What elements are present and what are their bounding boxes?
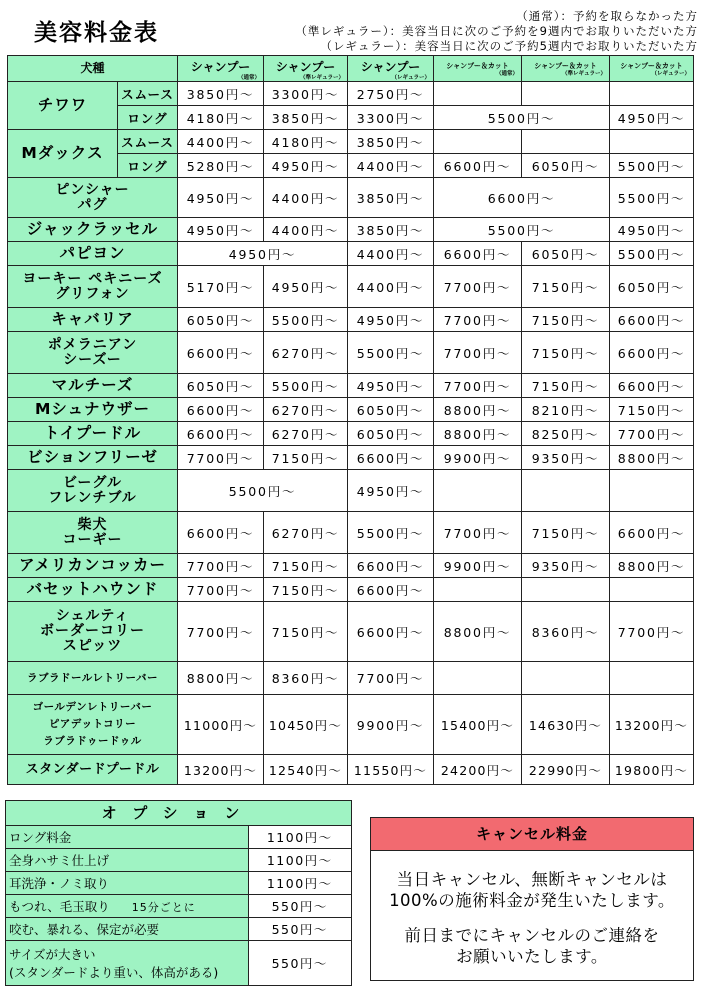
price-cell (522, 470, 610, 512)
price-cell: 7700円～ (178, 554, 264, 578)
price-cell (610, 130, 694, 154)
price-cell: 24200円～ (434, 755, 522, 785)
coat-type: スムース (118, 130, 178, 154)
option-label: 咬む、暴れる、保定が必要 (6, 918, 248, 941)
header-shampoo-normal: シャンプー （通常） (178, 56, 264, 82)
price-cell: 7700円～ (434, 308, 522, 332)
price-cell: 4400円～ (348, 154, 434, 178)
price-cell: 4950円～ (178, 218, 264, 242)
price-cell: 5280円～ (178, 154, 264, 178)
price-cell: 4950円～ (348, 470, 434, 512)
price-cell (522, 82, 610, 106)
price-cell: 5500円～ (610, 154, 694, 178)
breed-name: ピンシャー パグ (8, 178, 178, 218)
price-cell (434, 662, 522, 695)
price-cell: 22990円～ (522, 755, 610, 785)
price-cell: 11550円～ (348, 755, 434, 785)
price-cell: 4950円～ (178, 178, 264, 218)
price-cell: 6600円～ (178, 332, 264, 374)
price-cell: 3850円～ (264, 106, 348, 130)
price-cell: 6050円～ (522, 154, 610, 178)
price-cell: 4950円～ (264, 266, 348, 308)
breed-name: Mダックス (8, 130, 118, 178)
price-cell: 4400円～ (264, 218, 348, 242)
price-cell: 5500円～ (178, 470, 348, 512)
price-cell: 5500円～ (348, 332, 434, 374)
price-cell: 4180円～ (178, 106, 264, 130)
option-price: 550円～ (248, 895, 351, 918)
price-cell: 6050円～ (522, 242, 610, 266)
price-cell: 9900円～ (434, 554, 522, 578)
price-cell (522, 662, 610, 695)
price-cell: 8250円～ (522, 422, 610, 446)
note-semi-regular: （準レギュラー）：美容当日に次のご予約を9週内でお取りいただいた方 (295, 24, 698, 38)
price-cell: 13200円～ (178, 755, 264, 785)
price-cell: 6270円～ (264, 422, 348, 446)
breed-name: チワワ (8, 82, 118, 130)
options-box (5, 800, 352, 986)
price-cell (610, 662, 694, 695)
price-cell: 3300円～ (264, 82, 348, 106)
price-cell: 5500円～ (348, 512, 434, 554)
price-cell: 7150円～ (522, 512, 610, 554)
header-shampoo-semi: シャンプー （準レギュラー） (264, 56, 348, 82)
price-cell: 8800円～ (610, 446, 694, 470)
price-cell: 6600円～ (348, 446, 434, 470)
price-cell: 6600円～ (178, 512, 264, 554)
breed-name: アメリカンコッカー (8, 554, 178, 578)
price-cell: 6050円～ (178, 374, 264, 398)
cancel-line: お願いいたします。 (456, 947, 608, 966)
price-cell: 6270円～ (264, 398, 348, 422)
price-cell: 4950円～ (348, 374, 434, 398)
price-cell: 6600円～ (610, 332, 694, 374)
coat-type: ロング (118, 106, 178, 130)
price-cell: 5500円～ (264, 374, 348, 398)
price-cell: 6600円～ (348, 578, 434, 602)
price-cell: 7700円～ (178, 602, 264, 662)
price-cell: 7700円～ (434, 266, 522, 308)
price-cell: 12540円～ (264, 755, 348, 785)
coat-type: スムース (118, 82, 178, 106)
price-cell: 19800円～ (610, 755, 694, 785)
cancel-line: 前日までにキャンセルのご連絡を (404, 926, 660, 945)
options-title: オプション (6, 801, 351, 826)
option-label: もつれ、毛玉取り 15分ごとに (6, 895, 248, 918)
price-cell: 8360円～ (522, 602, 610, 662)
price-cell: 4950円～ (348, 308, 434, 332)
price-cell (610, 82, 694, 106)
price-cell: 7700円～ (610, 422, 694, 446)
price-cell: 7150円～ (610, 398, 694, 422)
price-cell: 6600円～ (610, 374, 694, 398)
price-cell: 9350円～ (522, 446, 610, 470)
price-cell: 3850円～ (178, 82, 264, 106)
price-cell: 7700円～ (178, 578, 264, 602)
price-cell: 6600円～ (178, 398, 264, 422)
option-price: 1100円～ (248, 872, 351, 895)
price-cell: 6600円～ (610, 308, 694, 332)
price-cell (434, 82, 522, 106)
price-cell: 7700円～ (434, 332, 522, 374)
breed-name: シェルティ ボーダーコリー スピッツ (8, 602, 178, 662)
price-cell: 4950円～ (610, 106, 694, 130)
price-cell: 5170円～ (178, 266, 264, 308)
option-price: 1100円～ (248, 849, 351, 872)
price-cell: 9900円～ (348, 695, 434, 755)
options-table (6, 826, 351, 985)
price-cell: 6050円～ (178, 308, 264, 332)
price-cell: 4400円～ (348, 242, 434, 266)
breed-name: マルチーズ (8, 374, 178, 398)
price-cell: 5500円～ (610, 242, 694, 266)
price-cell: 9900円～ (434, 446, 522, 470)
price-cell: 7150円～ (264, 578, 348, 602)
price-cell: 4180円～ (264, 130, 348, 154)
header-shampoo-regular: シャンプー （レギュラー） (348, 56, 434, 82)
price-table (7, 55, 694, 785)
price-cell (522, 130, 610, 154)
price-cell: 8800円～ (434, 398, 522, 422)
price-cell: 8800円～ (610, 554, 694, 578)
price-cell: 8800円～ (178, 662, 264, 695)
breed-name: ヨーキー ペキニーズ グリフォン (8, 266, 178, 308)
price-cell: 7150円～ (522, 308, 610, 332)
header-cut-normal: シャンプー＆カット （通常） (434, 56, 522, 82)
price-cell: 9350円～ (522, 554, 610, 578)
option-note: 15分ごとに (131, 901, 196, 914)
option-label: 全身ハサミ仕上げ (6, 849, 248, 872)
price-cell: 6600円～ (348, 554, 434, 578)
breed-name: スタンダードプードル (8, 755, 178, 785)
note-regular: （レギュラー）：美容当日に次のご予約5週内でお取りいただいた方 (320, 39, 698, 53)
price-cell: 7150円～ (264, 446, 348, 470)
option-price: 550円～ (248, 918, 351, 941)
price-cell: 4400円～ (264, 178, 348, 218)
price-cell: 6050円～ (348, 422, 434, 446)
price-cell: 11000円～ (178, 695, 264, 755)
price-cell: 5500円～ (434, 218, 610, 242)
option-label: 耳洗浄・ノミ取り (6, 872, 248, 895)
price-cell: 5500円～ (434, 106, 610, 130)
price-cell: 4400円～ (178, 130, 264, 154)
price-cell: 10450円～ (264, 695, 348, 755)
price-cell: 8800円～ (434, 602, 522, 662)
price-cell: 6050円～ (348, 398, 434, 422)
price-cell: 4950円～ (264, 154, 348, 178)
breed-name: パピヨン (8, 242, 178, 266)
price-cell (522, 578, 610, 602)
price-cell: 8800円～ (434, 422, 522, 446)
price-cell: 3300円～ (348, 106, 434, 130)
price-cell: 5500円～ (264, 308, 348, 332)
pricing-tier-notes (295, 9, 698, 54)
coat-type: ロング (118, 154, 178, 178)
note-normal: （通常）：予約を取らなかった方 (516, 9, 698, 23)
breed-name: ラブラドールレトリーバー (8, 662, 178, 695)
price-cell: 6600円～ (434, 242, 522, 266)
price-cell: 13200円～ (610, 695, 694, 755)
price-cell: 7700円～ (434, 374, 522, 398)
cancel-body (371, 869, 693, 967)
option-price: 550円～ (248, 941, 351, 985)
price-cell: 7150円～ (522, 332, 610, 374)
price-cell: 4400円～ (348, 266, 434, 308)
breed-name: ビーグル フレンチブル (8, 470, 178, 512)
price-cell: 14630円～ (522, 695, 610, 755)
cancel-line: 当日キャンセル、無断キャンセルは (396, 870, 668, 889)
header-breed: 犬種 (8, 56, 178, 82)
header-cut-semi: シャンプー＆カット （準レギュラー） (522, 56, 610, 82)
price-cell: 7700円～ (610, 602, 694, 662)
price-cell: 15400円～ (434, 695, 522, 755)
price-cell: 3850円～ (348, 178, 434, 218)
breed-name: ゴールデンレトリーバー ピアデットコリー ラブラドゥードゥル (8, 695, 178, 755)
breed-name: ジャックラッセル (8, 218, 178, 242)
price-cell: 4950円～ (178, 242, 348, 266)
breed-name: バセットハウンド (8, 578, 178, 602)
breed-name: キャバリア (8, 308, 178, 332)
price-cell: 6050円～ (610, 266, 694, 308)
price-cell: 3850円～ (348, 130, 434, 154)
price-cell: 7150円～ (264, 554, 348, 578)
price-cell: 7700円～ (348, 662, 434, 695)
breed-name: Mシュナウザー (8, 398, 178, 422)
breed-name: 柴犬 コーギー (8, 512, 178, 554)
price-cell: 7150円～ (522, 266, 610, 308)
price-cell: 7150円～ (522, 374, 610, 398)
cancel-line: 100%の施術料金が発生いたします。 (389, 891, 675, 910)
price-cell: 2750円～ (348, 82, 434, 106)
price-cell (610, 470, 694, 512)
price-cell (434, 130, 522, 154)
price-cell (610, 578, 694, 602)
price-cell: 8210円～ (522, 398, 610, 422)
price-cell: 3850円～ (348, 218, 434, 242)
option-label: ロング料金 (6, 826, 248, 849)
price-cell: 6600円～ (434, 178, 610, 218)
price-cell: 8360円～ (264, 662, 348, 695)
price-cell: 7700円～ (178, 446, 264, 470)
breed-name: ポメラニアン シーズー (8, 332, 178, 374)
price-cell: 6600円～ (348, 602, 434, 662)
price-cell: 6600円～ (434, 154, 522, 178)
breed-name: トイプードル (8, 422, 178, 446)
price-cell: 5500円～ (610, 178, 694, 218)
page-title: 美容料金表 (34, 20, 159, 46)
price-cell (434, 470, 522, 512)
price-cell: 6600円～ (178, 422, 264, 446)
price-cell: 6270円～ (264, 512, 348, 554)
price-cell: 6270円～ (264, 332, 348, 374)
cancel-policy-box (370, 817, 694, 981)
price-cell: 4950円～ (610, 218, 694, 242)
price-cell: 7700円～ (434, 512, 522, 554)
price-cell: 7150円～ (264, 602, 348, 662)
header-cut-regular: シャンプー＆カット （レギュラー） (610, 56, 694, 82)
price-cell: 6600円～ (610, 512, 694, 554)
option-label: サイズが大きい (スタンダードより重い、体高がある) (6, 941, 248, 985)
breed-name: ビションフリーゼ (8, 446, 178, 470)
cancel-title: キャンセル料金 (371, 818, 693, 851)
option-price: 1100円～ (248, 826, 351, 849)
price-cell (434, 578, 522, 602)
